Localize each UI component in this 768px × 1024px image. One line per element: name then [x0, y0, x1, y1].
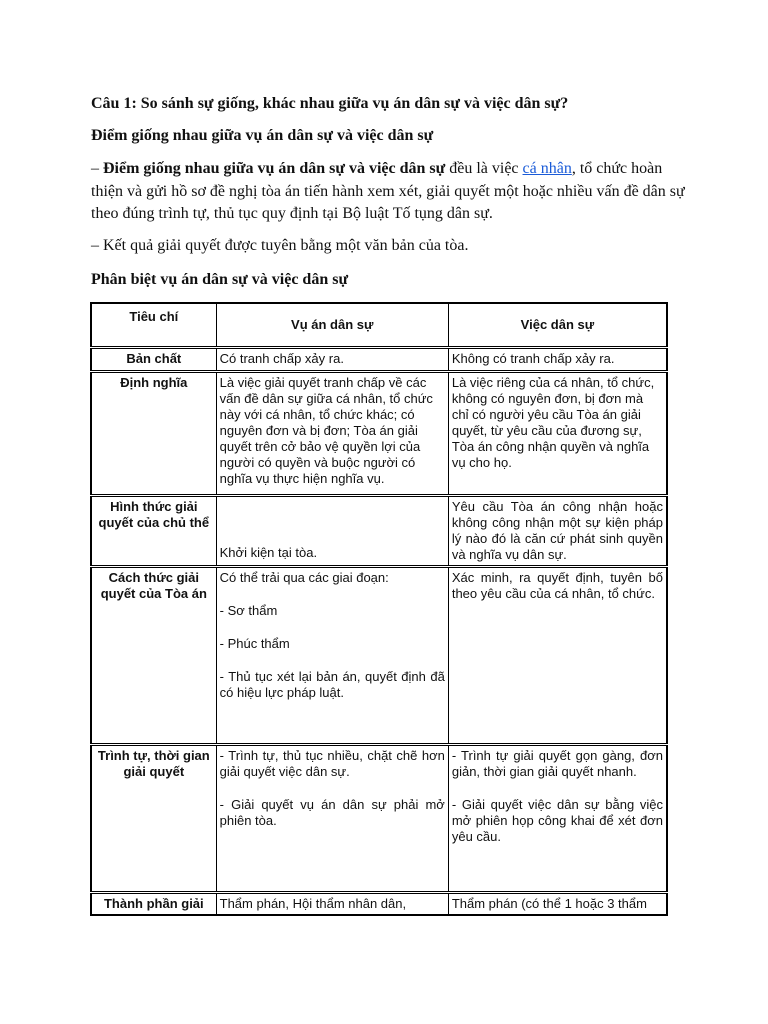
para1-bold: Điểm giống nhau giữa vụ án dân sự và việc dân sự [103, 160, 446, 177]
cell-text: Có thể trải qua các giai đoạn: [219, 569, 389, 585]
row-criterion: Thành phần giải [91, 892, 216, 915]
table-row [91, 566, 667, 744]
row-matter-cell [448, 495, 667, 566]
cell-text: Thẩm phán (có thể 1 hoặc 3 thẩm [451, 895, 647, 911]
table-row [91, 892, 667, 915]
row-criterion: Hình thức giải quyết của chủ thể [91, 495, 216, 566]
cell-text: - Phúc thẩm [219, 635, 290, 651]
row-criterion: Trình tự, thời gian giải quyết [91, 744, 216, 892]
cell-text: Không có tranh chấp xảy ra. [451, 350, 615, 366]
similarities-paragraph [91, 158, 691, 226]
row-case-cell [216, 371, 448, 495]
question-heading: Câu 1: So sánh sự giống, khác nhau giữa vụ án dân sự và việc dân sự? [91, 95, 569, 112]
row-matter-cell [448, 371, 667, 495]
row-case-cell [216, 495, 448, 566]
cell-text: - Giải quyết vụ án dân sự phải mở phiên tòa. [219, 796, 445, 828]
row-case-cell [216, 744, 448, 892]
cell-text: Là việc riêng của cá nhân, tổ chức, không có nguyên đơn, bị đơn mà chỉ có người yêu cầu Tòa án giải quyết, từ yêu cầu của đương sự, Tòa án công nhận quyền và nghĩa vụ cho họ. [451, 374, 655, 470]
cell-text: Thẩm phán, Hội thẩm nhân dân, [219, 895, 407, 911]
row-criterion: Định nghĩa [91, 371, 216, 495]
row-case-cell [216, 566, 448, 744]
para1-text-b: , tổ chức hoàn thiện và gửi hồ sơ đề nghị tòa án tiến hành xem xét, giải quyết một hoặc nhiều vấn đề dân sự theo đúng trình tự, thủ tục quy định tại Bộ luật Tố tụng dân sự. [91, 160, 685, 222]
cell-text: Khởi kiện tại tòa. [219, 544, 318, 560]
para1-dash: – [91, 160, 103, 177]
row-case-cell [216, 347, 448, 371]
cell-text: Có tranh chấp xảy ra. [219, 350, 344, 366]
header-criterion: Tiêu chí [91, 303, 216, 347]
similarities-heading: Điểm giống nhau giữa vụ án dân sự và việc dân sự [91, 127, 434, 144]
comparison-table [90, 302, 668, 916]
row-criterion: Bản chất [91, 347, 216, 371]
table-row [91, 347, 667, 371]
para1-text-a: đều là việc [445, 160, 523, 177]
cell-text: Là việc giải quyết tranh chấp về các vấn đề dân sự giữa cá nhân, tổ chức này với cá nhân, tổ chức khác; có nguyên đơn và bị đơn; Tòa án giải quyết trên cở bảo vệ quyền lợi của người có quyền và buộc người có nghĩa vụ thực hiện nghĩa vụ. [219, 374, 433, 486]
cell-text: Xác minh, ra quyết định, tuyên bố theo yêu cầu của cá nhân, tổ chức. [451, 569, 663, 601]
row-matter-cell [448, 892, 667, 915]
cell-text: - Giải quyết việc dân sự bằng việc mở phiên họp công khai để xét đơn yêu cầu. [451, 796, 663, 844]
cell-text: - Trình tự, thủ tục nhiều, chặt chẽ hơn giải quyết việc dân sự. [219, 747, 445, 779]
row-matter-cell [448, 566, 667, 744]
row-matter-cell [448, 347, 667, 371]
cell-text: Yêu cầu Tòa án công nhận hoặc không công nhận một sự kiện pháp lý nào đó là căn cứ phát sinh quyền và nghĩa vụ dân sự. [451, 498, 663, 562]
table-row [91, 495, 667, 566]
header-civil-matter: Việc dân sự [448, 303, 667, 347]
cell-text: - Thủ tục xét lại bản án, quyết định đã có hiệu lực pháp luật. [219, 668, 445, 700]
table-row [91, 744, 667, 892]
cell-text: - Trình tự giải quyết gọn gàng, đơn giản, thời gian giải quyết nhanh. [451, 747, 663, 779]
cell-text: - Sơ thẩm [219, 602, 278, 618]
table-row [91, 371, 667, 495]
result-paragraph: – Kết quả giải quyết được tuyên bằng một văn bản của tòa. [91, 237, 469, 254]
table-header-row [91, 303, 667, 347]
distinction-heading: Phân biệt vụ án dân sự và việc dân sự [91, 271, 349, 288]
row-matter-cell [448, 744, 667, 892]
header-civil-case: Vụ án dân sự [216, 303, 448, 347]
row-criterion: Cách thức giải quyết của Tòa án [91, 566, 216, 744]
individual-link[interactable]: cá nhân [522, 160, 572, 177]
row-case-cell [216, 892, 448, 915]
